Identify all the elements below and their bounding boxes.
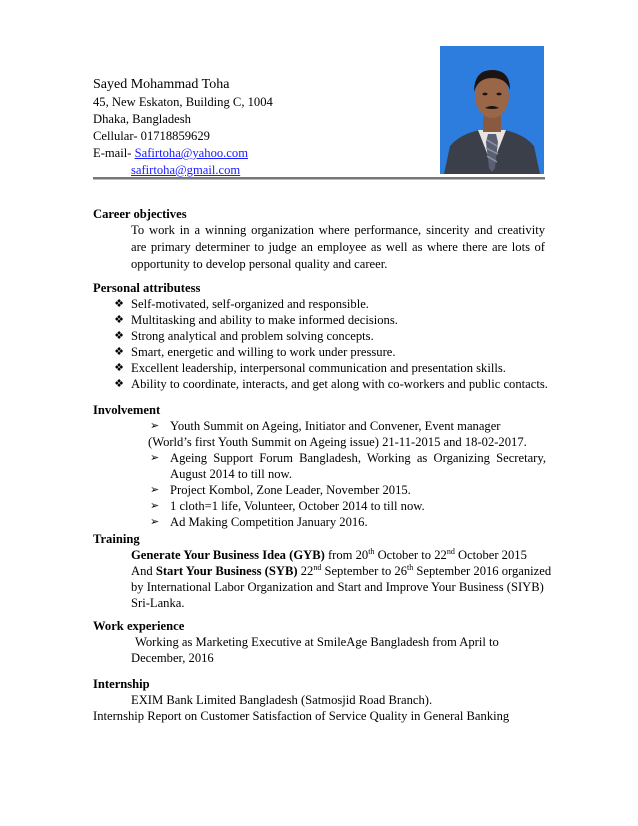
diamond-bullet-icon: ❖ [114,330,124,342]
email-link-yahoo[interactable]: Safirtoha@yahoo.com [134,146,248,160]
work-experience-text [131,634,551,666]
training-line-3: by International Labor Organization and Start and Improve Your Business (SIYB) [131,580,544,594]
training-heading: Training [93,532,140,546]
profile-photo-graphic [440,46,544,174]
internship-heading: Internship [93,677,150,691]
training-line-syb: And Start Your Business (SYB) 22nd September to 26th September 2016 organized [131,562,552,578]
arrow-bullet-icon: ➢ [150,452,160,464]
candidate-name: Sayed Mohammad Toha [93,77,230,92]
arrow-bullet-icon: ➢ [150,484,160,496]
arrow-bullet-icon: ➢ [150,420,160,432]
list-item: ❖ Multitasking and ability to make informed decisions. [109,312,554,328]
diamond-bullet-icon: ❖ [114,314,124,326]
list-item: ➢ Ageing Support Forum Bangladesh, Working as Organizing Secretary, August 2014 to till now. [150,451,546,481]
list-item: ➢ Ad Making Competition January 2016. [150,515,368,529]
training-line-4: Sri-Lanka. [131,596,185,610]
arrow-bullet-icon: ➢ [150,500,160,512]
work-line-1: Working as Marketing Executive at SmileAge Bangladesh from April to [135,635,499,649]
career-objectives-heading: Career objectives [93,207,187,221]
work-experience-heading: Work experience [93,619,185,633]
list-item: ➢ Project Kombol, Zone Leader, November 2015. [150,483,411,497]
profile-photo [440,46,544,174]
training-line-gyb: Generate Your Business Idea (GYB) from 20th October to 22nd October 2015 [131,546,527,562]
personal-attributes-heading: Personal attributess [93,281,201,295]
cellular-line: Cellular- 01718859629 [93,129,210,143]
email-link-gmail[interactable]: safirtoha@gmail.com [131,163,241,177]
list-item: ➢ Youth Summit on Ageing, Initiator and Convener, Event manager [150,419,501,433]
internship-line-1: EXIM Bank Limited Bangladesh (Satmosjid Road Branch). [131,693,433,707]
diamond-bullet-icon: ❖ [114,298,124,310]
internship-line-2: Internship Report on Customer Satisfaction of Service Quality in General Banking [93,709,510,723]
involvement-heading: Involvement [93,403,161,417]
work-line-2: December, 2016 [131,651,214,665]
diamond-bullet-icon: ❖ [114,346,124,358]
list-item: ➢ 1 cloth=1 life, Volunteer, October 2014 to till now. [150,499,425,513]
personal-attributes-list [109,296,554,392]
diamond-bullet-icon: ❖ [114,362,124,374]
address-line-1: 45, New Eskaton, Building C, 1004 [93,95,273,109]
list-item: ❖ Excellent leadership, interpersonal communication and presentation skills. [109,360,554,376]
list-item: ❖ Self-motivated, self-organized and responsible. [109,296,554,312]
email-line [93,145,413,162]
contact-block [93,75,413,179]
address-line-2: Dhaka, Bangladesh [93,112,191,126]
header-divider [93,177,545,179]
list-item-continuation: (World’s first Youth Summit on Ageing issue) 21-11-2015 and 18-02-2017. [148,435,527,449]
diamond-bullet-icon: ❖ [114,378,124,390]
involvement-list [148,418,546,530]
list-item: ❖ Ability to coordinate, interacts, and get along with co-workers and public contacts. [109,376,554,392]
list-item: ❖ Strong analytical and problem solving concepts. [109,328,554,344]
email-label: E-mail- [93,146,135,160]
career-objectives-text: To work in a winning organization where performance, sincerity and creativity are primary determiner to judge an employee as well as where there are lots of opportunity to develop personal quality and career. [131,223,545,271]
arrow-bullet-icon: ➢ [150,516,160,528]
list-item: ❖ Smart, energetic and willing to work under pressure. [109,344,554,360]
training-text [131,547,551,611]
